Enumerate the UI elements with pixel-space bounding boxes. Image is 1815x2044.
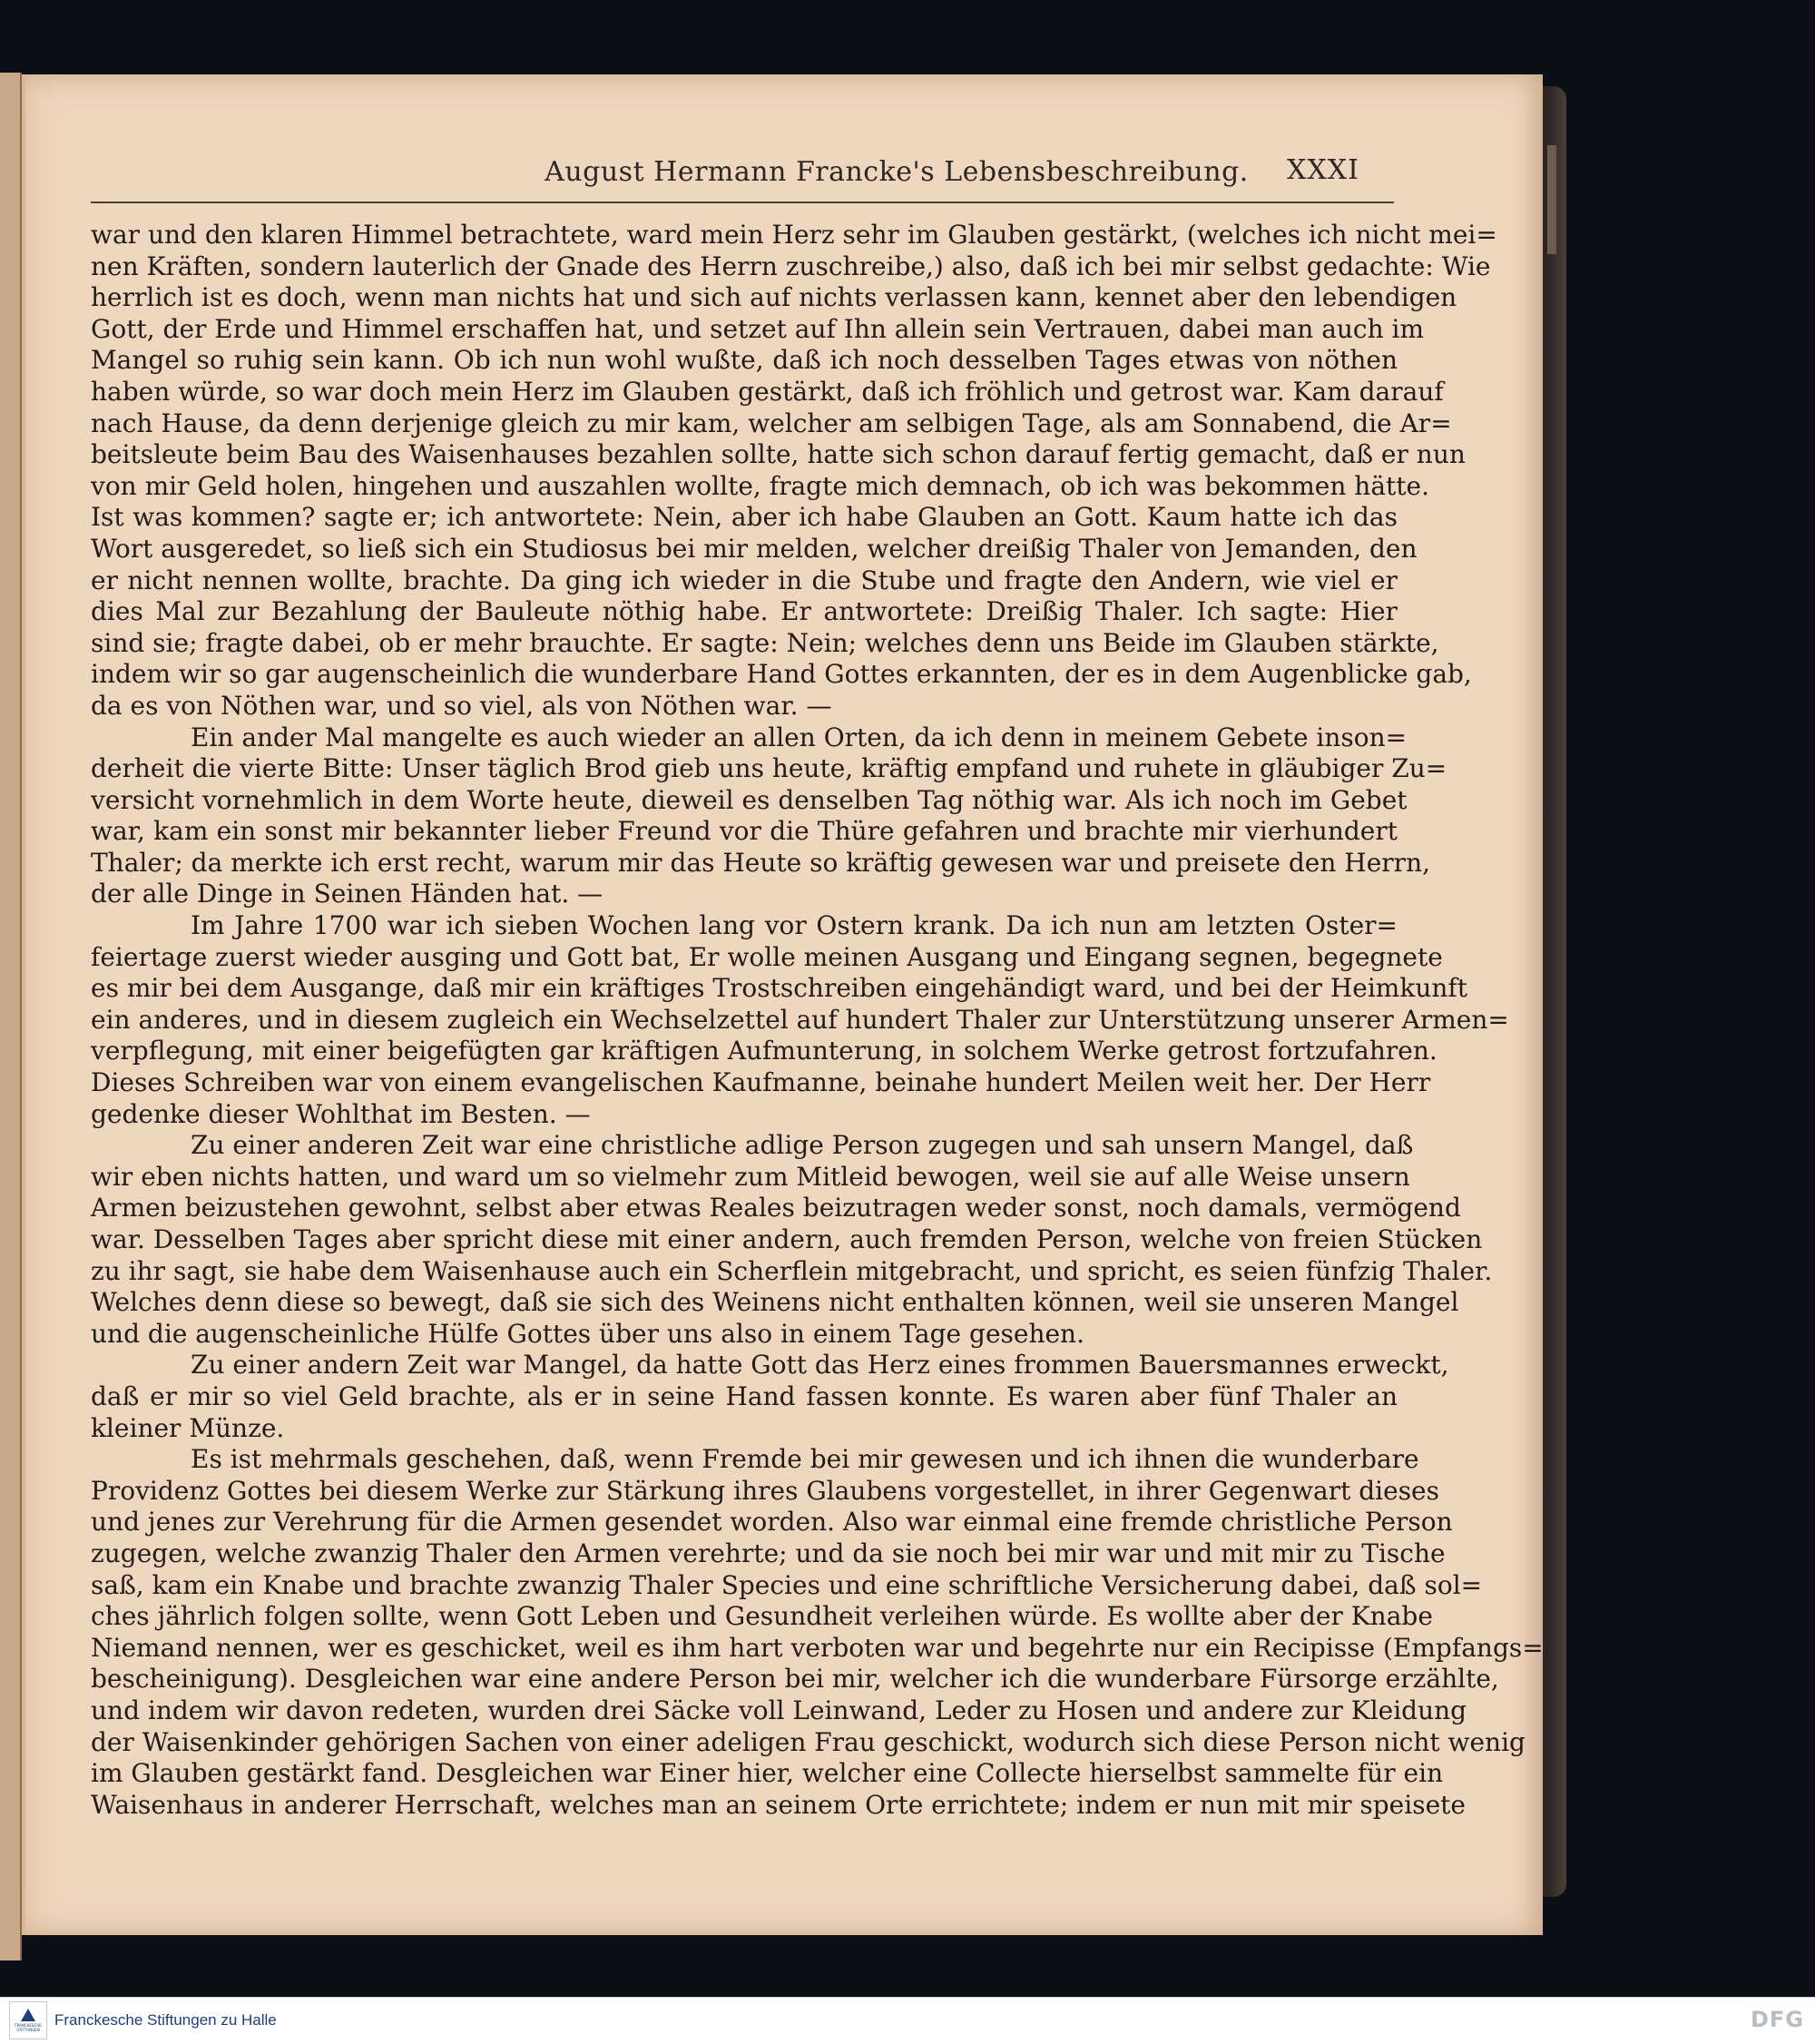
text-line: dies Mal zur Bezahlung der Bauleute nöthig habe. Er antwortete: Dreißig Thaler. Ich sagte: Hier xyxy=(91,596,1398,627)
text-line: Mangel so ruhig sein kann. Ob ich nun wohl wußte, daß ich noch desselben Tages etwas von nöthen xyxy=(91,345,1398,376)
text-line: war und den klaren Himmel betrachtete, ward mein Herz sehr im Glauben gestärkt, (welches ich nicht mei= xyxy=(91,220,1497,250)
book-cover-edge xyxy=(0,73,22,1960)
text-line: verpflegung, mit einer beigefügten gar kräftigen Aufmunterung, in solchem Werke getrost fortzufahren. xyxy=(91,1036,1437,1066)
spine-fragment xyxy=(1547,145,1556,254)
text-line: gedenke dieser Wohlthat im Besten. — xyxy=(91,1098,591,1129)
text-line: sind sie; fragte dabei, ob er mehr brauchte. Er sagte: Nein; welches denn uns Beide im Glauben stärkte, xyxy=(91,627,1439,658)
text-line: beitsleute beim Bau des Waisenhauses bezahlen sollte, hatte sich schon darauf fertig gemacht, daß er nun xyxy=(91,439,1466,470)
book-page xyxy=(22,74,1543,1935)
text-line: wir eben nichts hatten, und ward um so vielmehr zum Mitleid bewogen, weil sie auf alle Weise unsern xyxy=(91,1161,1410,1192)
text-line: saß, kam ein Knabe und brachte zwanzig Thaler Species und eine schriftliche Versicherung dabei, daß sol= xyxy=(91,1569,1483,1600)
text-line: war. Desselben Tages aber spricht diese mit einer andern, auch fremden Person, welche von freien Stücken xyxy=(91,1224,1483,1254)
text-line: Dieses Schreiben war von einem evangelischen Kaufmanne, beinahe hundert Meilen weit her. Der Herr xyxy=(91,1067,1431,1098)
text-line: Thaler; da merkte ich erst recht, warum mir das Heute so kräftig gewesen war und preisete den Herrn, xyxy=(91,847,1431,878)
text-line: Ein ander Mal mangelte es auch wieder an allen Orten, da ich denn in meinem Gebete inson= xyxy=(191,722,1408,752)
text-line: ein anderes, und in diesem zugleich ein Wechselzettel auf hundert Thaler zur Unterstützung unserer Armen= xyxy=(91,1004,1509,1035)
text-line: und indem wir davon redeten, wurden drei Säcke voll Leinwand, Leder zu Hosen und andere zur Kleidung xyxy=(91,1695,1467,1725)
text-line: Niemand nennen, wer es geschicket, weil es ihm hart verboten war und begehrte nur ein Recipisse (Empfangs= xyxy=(91,1632,1544,1663)
text-line: zu ihr sagt, sie habe dem Waisenhause auch ein Scherflein mitgebracht, und spricht, es seien fünfzig Thaler. xyxy=(91,1255,1493,1286)
text-line: derheit die vierte Bitte: Unser täglich Brod gieb uns heute, kräftig empfand und ruhete in gläubiger Zu= xyxy=(91,753,1447,784)
text-line: ches jährlich folgen sollte, wenn Gott Leben und Gesundheit verleihen würde. Es wollte aber der Knabe xyxy=(91,1601,1433,1632)
text-line: Armen beizustehen gewohnt, selbst aber etwas Reales beizutragen weder sonst, noch damals, vermögend xyxy=(91,1193,1461,1223)
institution-logo[interactable] xyxy=(9,2001,47,2039)
page-body-text xyxy=(91,220,1544,1821)
text-line: feiertage zuerst wieder ausging und Gott bat, Er wolle meinen Ausgang und Eingang segnen, begegnete xyxy=(91,941,1443,972)
running-head: August Hermann Francke's Lebensbeschreibung. xyxy=(544,156,1249,188)
text-line: der Waisenkinder gehörigen Sachen von einer adeligen Frau geschickt, wodurch sich diese Person nicht wenig xyxy=(91,1726,1526,1757)
logo-mark-icon xyxy=(21,2009,35,2021)
text-line: indem wir so gar augenscheinlich die wunderbare Hand Gottes erkannten, der es in dem Augenblicke gab, xyxy=(91,659,1472,690)
text-line: Zu einer andern Zeit war Mangel, da hatte Gott das Herz eines frommen Bauersmannes erweckt, xyxy=(191,1350,1449,1381)
text-line: Es ist mehrmals geschehen, daß, wenn Fremde bei mir gewesen und ich ihnen die wunderbare xyxy=(191,1444,1419,1475)
text-line: Im Jahre 1700 war ich sieben Wochen lang vor Ostern krank. Da ich nun am letzten Oster= xyxy=(191,910,1398,941)
text-line: Zu einer anderen Zeit war eine christliche adlige Person zugegen und sah unsern Mangel, daß xyxy=(191,1130,1414,1161)
page-number: XXXI xyxy=(1287,154,1359,186)
dfg-logo[interactable]: DFG xyxy=(1750,2007,1804,2032)
viewer-footer xyxy=(0,1997,1815,2044)
text-line: haben würde, so war doch mein Herz im Glauben gestärkt, daß ich fröhlich und getrost war. Kam darauf xyxy=(91,376,1444,407)
text-line: und jenes zur Verehrung für die Armen gesendet worden. Also war einmal eine fremde christliche Person xyxy=(91,1507,1453,1538)
text-line: da es von Nöthen war, und so viel, als von Nöthen war. — xyxy=(91,690,832,721)
text-line: Ist was kommen? sagte er; ich antwortete: Nein, aber ich habe Glauben an Gott. Kaum hatte ich das xyxy=(91,502,1398,533)
text-line: herrlich ist es doch, wenn man nichts hat und sich auf nichts verlassen kann, kennet aber den lebendigen xyxy=(91,282,1457,313)
text-line: Wort ausgeredet, so ließ sich ein Studiosus bei mir melden, welcher dreißig Thaler von Jemanden, den xyxy=(91,533,1418,564)
text-line: daß er mir so viel Geld brachte, als er in seine Hand fassen konnte. Es waren aber fünf Thaler an xyxy=(91,1381,1398,1411)
text-line: der alle Dinge in Seinen Händen hat. — xyxy=(91,879,603,909)
text-line: nen Kräften, sondern lauterlich der Gnade des Herrn zuschreibe,) also, daß ich bei mir selbst gedachte: Wie xyxy=(91,251,1491,281)
text-line: er nicht nennen wollte, brachte. Da ging ich wieder in die Stube und fragte den Andern, wie viel er xyxy=(91,565,1398,595)
logo-text: FRANCKESCHE STIFTUNGEN xyxy=(15,2023,42,2032)
text-line: bescheinigung). Desgleichen war eine andere Person bei mir, welcher ich die wunderbare Fürsorge erzählte, xyxy=(91,1664,1499,1695)
text-line: war, kam ein sonst mir bekannter lieber Freund vor die Thüre gefahren und brachte mir vierhundert xyxy=(91,816,1398,847)
header-rule xyxy=(91,201,1394,203)
text-line: es mir bei dem Ausgange, daß mir ein kräftiges Trostschreiben eingehändigt ward, und bei der Heimkunft xyxy=(91,973,1468,1004)
text-line: versicht vornehmlich in dem Worte heute, dieweil es denselben Tag nöthig war. Als ich noch im Gebet xyxy=(91,784,1408,815)
text-line: Welches denn diese so bewegt, daß sie sich des Weinens nicht enthalten können, weil sie unseren Mangel xyxy=(91,1287,1459,1318)
text-line: Gott, der Erde und Himmel erschaffen hat, und setzet auf Ihn allein sein Vertrauen, dabei man auch im xyxy=(91,313,1425,344)
text-line: Waisenhaus in anderer Herrschaft, welches man an seinem Orte errichtete; indem er nun mit mir speisete xyxy=(91,1789,1466,1820)
text-line: und die augenscheinliche Hülfe Gottes über uns also in einem Tage gesehen. xyxy=(91,1318,1084,1349)
text-line: kleiner Münze. xyxy=(91,1412,285,1443)
text-line: im Glauben gestärkt fand. Desgleichen war Einer hier, welcher eine Collecte hierselbst sammelte für ein xyxy=(91,1758,1444,1789)
text-line: von mir Geld holen, hingehen und auszahlen wollte, fragte mich demnach, ob ich was bekommen hätte. xyxy=(91,470,1430,501)
text-line: Providenz Gottes bei diesem Werke zur Stärkung ihres Glaubens vorgestellet, in ihrer Gegenwart dieses xyxy=(91,1475,1439,1506)
institution-name[interactable]: Franckesche Stiftungen zu Halle xyxy=(54,2011,277,2029)
text-line: nach Hause, da denn derjenige gleich zu mir kam, welcher am selbigen Tage, als am Sonnabend, die Ar= xyxy=(91,408,1452,438)
text-line: zugegen, welche zwanzig Thaler den Armen verehrte; und da sie noch bei mir war und mit mir zu Tische xyxy=(91,1538,1446,1568)
